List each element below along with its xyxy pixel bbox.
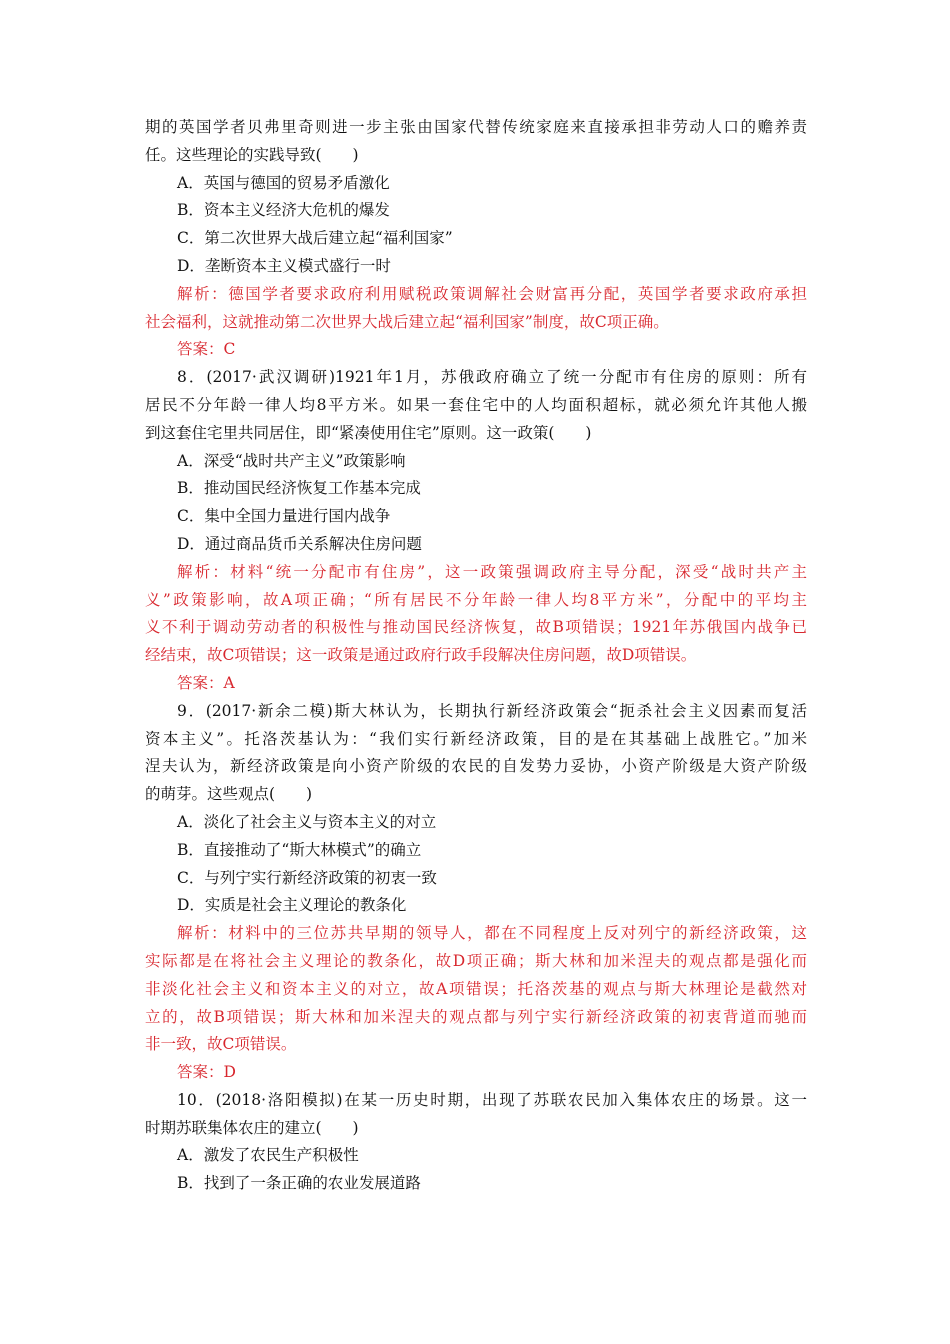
analysis-line: 解析：材料“统一分配市有住房”，这一政策强调政府主导分配，深受“战时共产主 [177,562,807,581]
analysis-line: 社会福利，这就推动第二次世界大战后建立起“福利国家”制度，故C项正确。 [145,312,669,331]
line: 涅夫认为，新经济政策是向小资产阶级的农民的自发势力妥协，小资产阶级是大资产阶级 [145,757,807,776]
option-c: C．与列宁实行新经济政策的初衷一致 [177,868,437,887]
analysis-line: 解析：材料中的三位苏共早期的领导人，都在不同程度上反对列宁的新经济政策，这 [177,924,807,943]
document-page [145,114,807,1198]
option-b: B．推动国民经济恢复工作基本完成 [177,479,421,498]
answer: 答案：C [177,340,236,359]
analysis-line: 解析：德国学者要求政府利用赋税政策调解社会财富再分配，英国学者要求政府承担 [177,284,807,303]
analysis-line: 立的，故B项错误；斯大林和加米涅夫的观点都与列宁实行新经济政策的初衷背道而驰而 [145,1007,807,1026]
option-b: B．直接推动了“斯大林模式”的确立 [177,840,422,859]
line: 居民不分年龄一律人均8平方米。如果一套住宅中的人均面积超标，就必须允许其他人搬 [145,395,807,414]
option-a: A．淡化了社会主义与资本主义的对立 [177,812,437,831]
option-b: B．资本主义经济大危机的爆发 [177,201,390,220]
line: 的萌芽。这些观点( ) [145,785,313,804]
answer: 答案：D [177,1063,236,1082]
line: 资本主义”。托洛茨基认为：“我们实行新经济政策，目的是在其基础上战胜它。”加米 [145,729,807,748]
answer: 答案：A [177,673,235,692]
question-9: 9．(2017·新余二模)斯大林认为，长期执行新经济政策会“扼杀社会主义因素而复活 [177,701,807,720]
option-a: A．深受“战时共产主义”政策影响 [177,451,406,470]
option-c: C．第二次世界大战后建立起“福利国家” [177,229,453,248]
analysis-line: 非淡化社会主义和资本主义的对立，故A项错误；托洛茨基的观点与斯大林理论是截然对 [145,979,807,998]
option-a: A．激发了农民生产积极性 [177,1146,359,1165]
line: 期的英国学者贝弗里奇则进一步主张由国家代替传统家庭来直接承担非劳动人口的赡养责 [145,118,807,136]
analysis-line: 经结束，故C项错误；这一政策是通过政府行政手段解决住房问题，故D项错误。 [145,646,697,665]
option-d: D．垄断资本主义模式盛行一时 [177,256,391,275]
option-c: C．集中全国力量进行国内战争 [177,507,391,526]
option-a: A．英国与德国的贸易矛盾激化 [177,173,390,192]
option-d: D．通过商品货币关系解决住房问题 [177,534,422,553]
question-10: 10．(2018·洛阳模拟)在某一历史时期，出现了苏联农民加入集体农庄的场景。这一 [177,1090,807,1109]
question-8: 8．(2017·武汉调研)1921年1月，苏俄政府确立了统一分配市有住房的原则：所有 [177,368,807,387]
option-d: D．实质是社会主义理论的教条化 [177,896,407,915]
analysis-line: 非一致，故C项错误。 [145,1035,297,1054]
line: 到这套住宅里共同居住，即“紧凑使用住宅”原则。这一政策( ) [145,423,592,442]
analysis-line: 义”政策影响，故A项正确；“所有居民不分年龄一律人均8平方米”，分配中的平均主 [145,590,807,609]
option-b: B．找到了一条正确的农业发展道路 [177,1174,421,1193]
line: 时期苏联集体农庄的建立( ) [145,1118,359,1137]
line: 任。这些理论的实践导致( ) [145,145,359,164]
analysis-line: 实际都是在将社会主义理论的教条化，故D项正确；斯大林和加米涅夫的观点都是强化而 [145,951,807,970]
analysis-line: 义不利于调动劳动者的积极性与推动国民经济恢复，故B项错误；1921年苏俄国内战争已 [145,618,807,637]
